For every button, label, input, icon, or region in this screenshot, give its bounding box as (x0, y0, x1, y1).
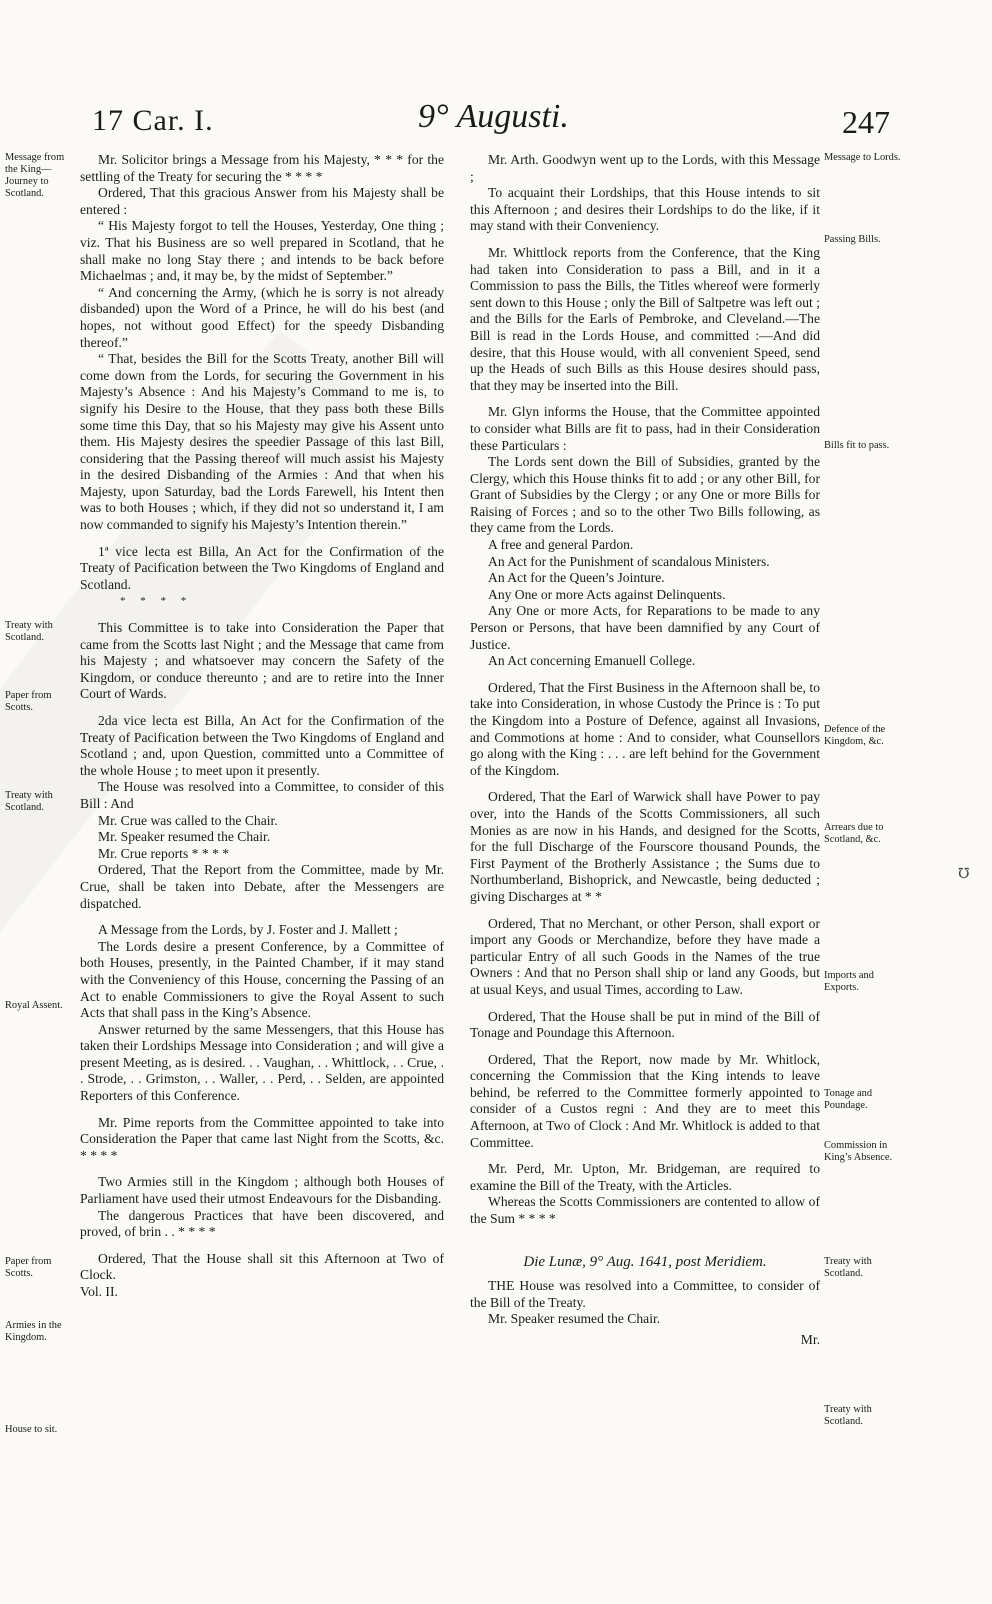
margin-note: Royal Assent. (5, 1000, 63, 1011)
paragraph: “ His Majesty forgot to tell the Houses, Yesterday, One thing ; viz. That his Business are so well prepared in Scotland, that he shall make no long Stay there ; and intends to be back before Michaelmas ; and, it may be, by the midst of September.” (80, 218, 444, 284)
margin-note: Paper from Scotts. (5, 690, 52, 713)
stray-mark: ℧ (958, 867, 970, 882)
paragraph: Ordered, That this gracious Answer from his Majesty shall be entered : (80, 185, 444, 217)
paragraph: Mr. Speaker resumed the Chair. (488, 1311, 661, 1327)
paragraph: An Act for the Punishment of scandalous Ministers. (488, 553, 770, 569)
volume-signature: Vol. II. (80, 1284, 118, 1299)
header-regnal-year: 17 Car. I. (92, 104, 214, 137)
paragraph: This Committee is to take into Consideration the Paper that came from the Scotts last Night ; and the Message that came from his Majesty ; and whatsoever may concern the Safety of the Kingdom, or conduce thereunto ; and are to retire into the Inner Court of Wards. (80, 620, 444, 702)
paragraph: A free and general Pardon. (488, 537, 634, 553)
paragraph: Mr. Speaker resumed the Chair. (98, 829, 271, 845)
paragraph: Mr. Perd, Mr. Upton, Mr. Bridgeman, are required to examine the Bill of the Treaty, with the Articles. (470, 1161, 820, 1193)
paragraph: The dangerous Practices that have been discovered, and proved, of brin . . * * * * (80, 1207, 444, 1240)
margin-note: Treaty with Scotland. (5, 620, 53, 643)
paragraph: Ordered, That no Merchant, or other Person, shall export or import any Goods or Merchandize, before they have made a particular Entry of all such Goods in the Names of the true Owners : And that no Person shall ship or land any Goods, but at usual Keys, and usual Times, according to Law. (470, 915, 820, 997)
paragraph: Mr. Crue was called to the Chair. (98, 812, 278, 828)
paragraph: The Lords desire a present Conference, by a Committee of both Houses, presently, in the Painted Chamber, if it may stand with the Conveniency of this House, concerning the Passing of an Act to enable Commissioners to give the Royal Assent to such Acts that shall pass in the King’s Absence. (80, 938, 444, 1021)
paragraph: “ That, besides the Bill for the Scotts Treaty, another Bill will come down from the Lords, for securing the Government in his Majesty’s Absence : And his Majesty’s Command to me is, to signify his Desire to the House, that they pass both these Bills some time this Day, that so his Majesty may give his Assent unto them. His Majesty desires the speedier Passage of this last Bill, considering that the Passing thereof will much assist his Majesty in the desired Disbanding of the Armies : And that when his Majesty, upon Saturday, bad the Lords Farewell, his Intent then was to both Houses ; which, if they did not so understand it, I am now commanded to signify his Majesty’s Intention therein.” (80, 351, 444, 533)
paragraph: The House was resolved into a Committee, to consider of this Bill : And (80, 779, 444, 811)
margin-note: Armies in the Kingdom. (5, 1320, 62, 1343)
margin-note: Paper from Scotts. (5, 1256, 52, 1279)
paragraph: Ordered, That the House shall be put in mind of the Bill of Tonage and Poundage this Afternoon. (470, 1008, 820, 1041)
paragraph: Mr. Whittlock reports from the Conference, that the King had taken into Consideration to pass a Bill, and in it a Commission to pass the Bills, the Titles whereof were formerly sent down to this House ; only the Bill of Saltpetre was left out ; and the Bills for the Earls of Pembroke, and Cleveland.—The Bill is read in the Lords House, and committed :—And did desire, that this House would, with all convenient Speed, send up the Heads of such Bills as this House desires should pass, that they may be inserted into the Bill. (470, 244, 820, 393)
paragraph: Mr. Pime reports from the Committee appointed to take into Consideration the Paper that came last Night from the Scotts, &c. * * * * (80, 1114, 444, 1163)
paragraph: “ And concerning the Army, (which he is sorry is not already disbanded) upon the Word of a Prince, he will do his best (and hopes, not without good Effect) for the speedy Disbanding thereof.” (80, 284, 444, 350)
running-header (0, 98, 992, 148)
paragraph: 2da vice lecta est Billa, An Act for the Confirmation of the Treaty of Pacification between the Two Kingdoms of England and Scotland ; and, upon Question, committed unto a Committee of the whole House ; to meet upon it presently. (80, 713, 444, 778)
left-text-column (80, 152, 444, 1301)
header-date: 9° Augusti. (418, 98, 569, 135)
margin-note: Passing Bills. (824, 234, 881, 245)
paragraph: Ordered, That the Earl of Warwick shall have Power to pay over, into the Hands of the Scotts Commissioners, all such Monies as are now in his Hands, and designed for the Scotts, for the full Discharge of the Fourscore thousand Pounds, the First Payment of the Brotherly Assistance ; the Sums due to Northumberland, Bishoprick, and Newcastle, being deducted ; giving Discharges at * * (470, 789, 820, 904)
margin-note: Defence of the Kingdom, &c. (824, 724, 886, 747)
paragraph: 1ª vice lecta est Billa, An Act for the Confirmation of the Treaty of Pacification between the Two Kingdoms of England and Scotland. (80, 543, 444, 592)
paragraph: Mr. Solicitor brings a Message from his Majesty, * * * for the settling of the Treaty for securing the * * * * (80, 152, 444, 184)
paragraph: Mr. Crue reports * * * * (98, 845, 230, 861)
paragraph: Ordered, That the Report from the Committee, made by Mr. Crue, shall be taken into Debate, after the Messengers are dispatched. (80, 862, 444, 911)
catchword: Mr. (800, 1332, 820, 1347)
margin-note: Tonage and Poundage. (824, 1088, 873, 1111)
paragraph: Any One or more Acts against Delinquents. (488, 586, 726, 602)
margin-note: Commission in King’s Absence. (824, 1140, 893, 1163)
paragraph: A Message from the Lords, by J. Foster and J. Mallett ; (98, 922, 398, 938)
margin-note: Treaty with Scotland. (824, 1256, 872, 1279)
paragraph: Mr. Arth. Goodwyn went up to the Lords, with this Message ; (470, 152, 820, 184)
paragraph: An Act concerning Emanuell College. (488, 653, 696, 669)
right-text-column (470, 152, 820, 1349)
paragraph: Whereas the Scotts Commissioners are contented to allow of the Sum * * * * (470, 1194, 820, 1227)
paragraph: To acquaint their Lordships, that this House intends to sit this Afternoon ; and desires their Lordships to do the like, if it may stand with their Conveniency. (470, 185, 820, 234)
margin-note: Imports and Exports. (824, 970, 874, 993)
margin-note: Arrears due to Scotland, &c. (824, 822, 884, 845)
paragraph: THE House was resolved into a Committee, to consider of the Bill of the Treaty. (470, 1278, 820, 1310)
margin-note: Message from the King—Journey to Scotland. (5, 152, 65, 199)
paragraph: Answer returned by the same Messengers, that this House has taken their Lordships Message into Consideration ; and will give a present Meeting, as is desired. . . Vaughan, . . Whittlock, . . Crue, . . Strode, . . Grimston, . . Waller, . . Perd, . . Selden, are appointed Reporters of this Conference. (80, 1021, 444, 1104)
paragraph: * * * * (120, 595, 193, 608)
paragraph: Any One or more Acts, for Reparations to be made to any Person or Persons, that have been damnified by any Court of Justice. (470, 603, 820, 652)
paragraph: Two Armies still in the Kingdom ; although both Houses of Parliament have used their utmost Endeavours for the Disbanding. (80, 1174, 444, 1207)
margin-note: Treaty with Scotland. (824, 1404, 872, 1427)
margin-note: Bills fit to pass. (824, 440, 890, 451)
margin-note: Message to Lords. (824, 152, 901, 163)
margin-note: House to sit. (5, 1424, 58, 1435)
paragraph: Ordered, That the First Business in the Afternoon shall be, to take into Consideration, in whose Custody the Prince is : To put the Kingdom into a Posture of Defence, against all Invasions, and Commotions at home : And to consider, what Counsellors go along with the King : . . . are left behind for the Government of the Kingdom. (470, 679, 820, 778)
paragraph: Ordered, That the House shall sit this Afternoon at Two of Clock. (80, 1250, 444, 1283)
paragraph: Ordered, That the Report, now made by Mr. Whitlock, concerning the Commission that the King intends to leave behind, be referred to the Committee formerly appointed to consider of a Custos regni : And they are to meet this Afternoon, at Two of Clock : And Mr. Whitlock is added to that Committee. (470, 1051, 820, 1150)
paragraph: Mr. Glyn informs the House, that the Committee appointed to consider what Bills are fit to pass, had in their Consideration these Particulars : (470, 404, 820, 453)
page-number: 247 (842, 104, 890, 140)
margin-note: Treaty with Scotland. (5, 790, 53, 813)
section-heading: Die Lunæ, 9° Aug. 1641, post Meridiem. (523, 1253, 767, 1270)
paragraph: The Lords sent down the Bill of Subsidies, granted by the Clergy, which this House thinks fit to add ; or any other Bill, for Grant of Subsidies by the Clergy ; or any One or more Bills for Raising of Forces ; and so to the other Two Bills following, as they came from the Lords. (470, 454, 820, 536)
paragraph: An Act for the Queen’s Jointure. (488, 570, 665, 586)
